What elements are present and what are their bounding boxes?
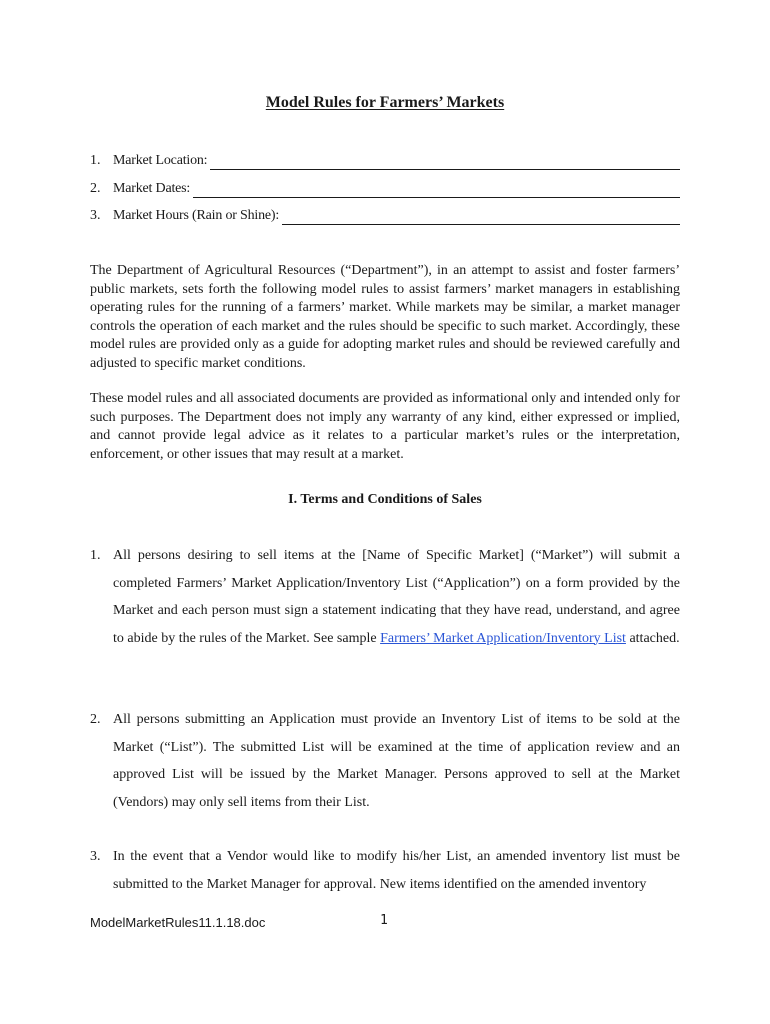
page-number: 1 [380,913,388,928]
field-number: 1. [90,153,101,168]
rule-text: All persons submitting an Application must provide an Inventory List of items to be sold at the Market (“List”). The submitted List will be examined at the time of application review and an approved List will be issued by the Market Manager. Persons approved to sell at the Market (Vendors) may only sell items from their List. [113,712,680,810]
market-hours-blank[interactable] [282,210,680,225]
field-label: Market Location: [113,153,208,168]
rule-number: 3. [90,849,101,864]
disclaimer-paragraph: These model rules and all associated documents are provided as informational only and intended only for such purposes. The Department does not imply any warranty of any kind, either expressed or implied, and cannot provide legal advice as it relates to a particular market’s rules or the interpretation, enforcement, or other issues that may result at a market. [90,391,680,462]
application-inventory-link[interactable]: Farmers’ Market Application/Inventory List [380,630,626,646]
field-number: 2. [90,181,101,196]
market-hours-field [90,207,680,225]
rule-text-part: attached. [625,630,680,646]
rule-item [90,843,680,898]
intro-paragraph: The Department of Agricultural Resources (“Department”), in an attempt to assist and foster farmers’ public markets, sets forth the following model rules to assist farmers’ market managers in establishing operating rules for the running of a farmers’ market. While markets may be similar, a market manager controls the operation of each market and the rules should be specific to such market. Accordingly, these model rules are provided only as a guide for adopting market rules and should be reviewed carefully and adjusted to specific market conditions. [90,263,680,371]
rule-item [90,542,680,652]
rule-item [90,706,680,816]
footer-filename: ModelMarketRules11.1.18.doc [90,915,266,930]
rule-number: 2. [90,712,101,727]
field-label: Market Hours (Rain or Shine): [113,208,280,223]
market-location-field [90,152,680,170]
document-title: Model Rules for Farmers’ Markets [265,94,505,111]
market-dates-field [90,180,680,198]
market-dates-blank[interactable] [193,183,680,198]
rule-text [113,542,680,652]
market-location-blank[interactable] [210,155,680,170]
section-heading: I. Terms and Conditions of Sales [288,492,482,507]
field-number: 3. [90,208,101,223]
rule-text: In the event that a Vendor would like to modify his/her List, an amended inventory list must be submitted to the Market Manager for approval. New items identified on the amended inventory [113,849,680,892]
rule-number: 1. [90,548,101,563]
rule-text-part: All persons desiring to sell items at the [Name of Specific Market] (“Market”) will submit a completed Farmers’ Market Application/Inventory List (“Application”) on a form provided by the Market and each person must sign a statement indicating that they have read, understand, and agree to abide by the rules of the Market. See sample [113,548,680,646]
field-label: Market Dates: [113,181,191,196]
